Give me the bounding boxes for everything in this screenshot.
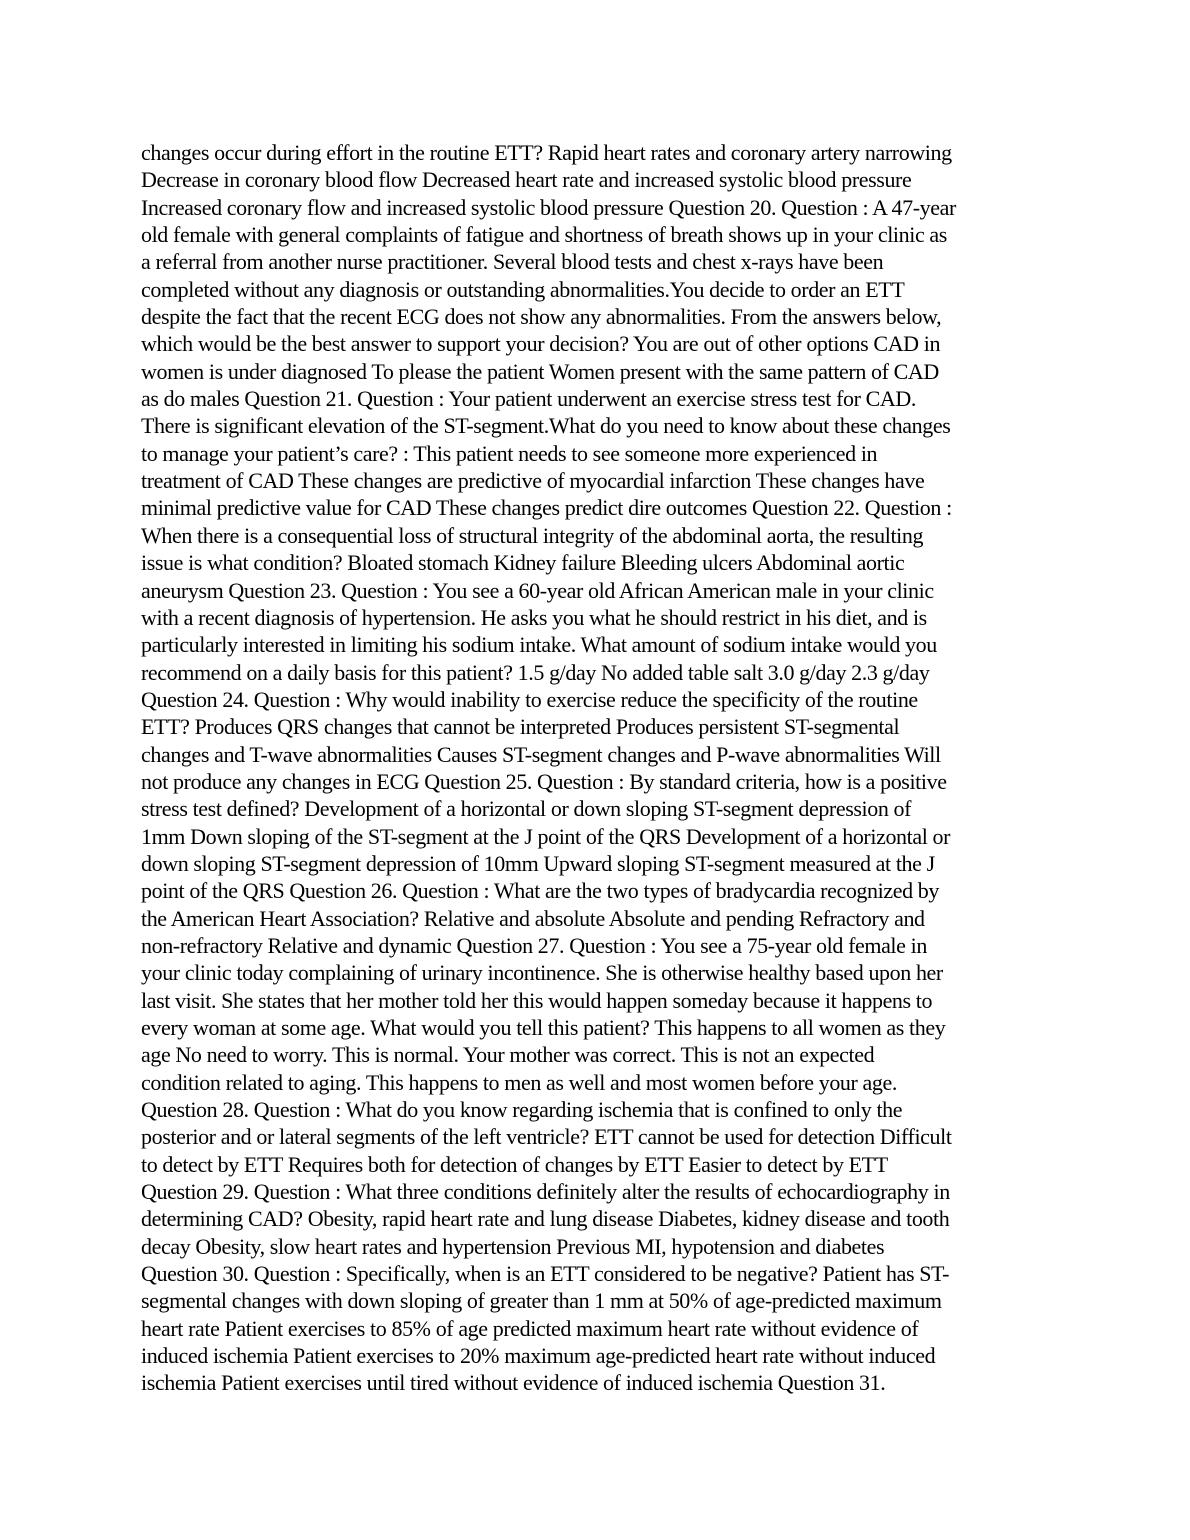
text-line: changes occur during effort in the routine ETT? Rapid heart rates and coronary artery narrowing bbox=[141, 140, 952, 165]
text-line: decay Obesity, slow heart rates and hypertension Previous MI, hypotension and diabetes bbox=[141, 1233, 885, 1259]
text-line: ETT? Produces QRS changes that cannot be interpreted Produces persistent ST-segmental bbox=[141, 714, 900, 740]
text-line: Increased coronary flow and increased systolic blood pressure Question 20. Question : A 47-year bbox=[141, 194, 956, 220]
text-line: the American Heart Association? Relative and absolute Absolute and pending Refractory and bbox=[141, 905, 925, 931]
text-line: with a recent diagnosis of hypertension. He asks you what he should restrict in his diet, and is bbox=[141, 604, 927, 630]
text-line: last visit. She states that her mother told her this would happen someday because it happens to bbox=[141, 987, 933, 1013]
text-line: minimal predictive value for CAD These changes predict dire outcomes Question 22. Question : bbox=[141, 495, 952, 521]
text-line: down sloping ST-segment depression of 10mm Upward sloping ST-segment measured at the J bbox=[141, 850, 935, 876]
text-line: to detect by ETT Requires both for detection of changes by ETT Easier to detect by ETT bbox=[141, 1151, 888, 1177]
text-line: issue is what condition? Bloated stomach Kidney failure Bleeding ulcers Abdominal aortic bbox=[141, 550, 905, 576]
text-line: age No need to worry. This is normal. Your mother was correct. This is not an expected bbox=[141, 1042, 875, 1068]
text-line: determining CAD? Obesity, rapid heart rate and lung disease Diabetes, kidney disease and tooth bbox=[141, 1206, 950, 1232]
text-line: completed without any diagnosis or outstanding abnormalities.You decide to order an ETT bbox=[141, 276, 905, 302]
text-line: a referral from another nurse practitioner. Several blood tests and chest x-rays have been bbox=[141, 249, 884, 275]
text-line: induced ischemia Patient exercises to 20% maximum age-predicted heart rate without induced bbox=[141, 1343, 936, 1369]
text-line: Question 30. Question : Specifically, when is an ETT considered to be negative? Patient has ST- bbox=[141, 1261, 950, 1287]
document-text-block bbox=[141, 139, 1051, 1397]
text-line: old female with general complaints of fatigue and shortness of breath shows up in your clinic as bbox=[141, 222, 947, 248]
text-line: every woman at some age. What would you tell this patient? This happens to all women as they bbox=[141, 1015, 946, 1040]
text-line: posterior and or lateral segments of the left ventricle? ETT cannot be used for detection Difficult bbox=[141, 1124, 952, 1150]
text-line: aneurysm Question 23. Question : You see a 60-year old African American male in your clinic bbox=[141, 577, 934, 603]
text-line: Question 24. Question : Why would inability to exercise reduce the specificity of the routine bbox=[141, 686, 918, 712]
text-line: changes and T-wave abnormalities Causes ST-segment changes and P-wave abnormalities Will bbox=[141, 741, 941, 767]
text-line: women is under diagnosed To please the patient Women present with the same pattern of CAD bbox=[141, 358, 939, 384]
text-line: to manage your patient’s care? : This patient needs to see someone more experienced in bbox=[141, 440, 878, 466]
text-line: There is significant elevation of the ST-segment.What do you need to know about these changes bbox=[141, 413, 951, 439]
text-line: stress test defined? Development of a horizontal or down sloping ST-segment depression of bbox=[141, 796, 912, 822]
text-line: recommend on a daily basis for this patient? 1.5 g/day No added table salt 3.0 g/day 2.3 g/day bbox=[141, 659, 930, 685]
text-line: When there is a consequential loss of structural integrity of the abdominal aorta, the resulting bbox=[141, 522, 924, 548]
text-line: not produce any changes in ECG Question 25. Question : By standard criteria, how is a positive bbox=[141, 768, 947, 794]
text-line: ischemia Patient exercises until tired without evidence of induced ischemia Question 31. bbox=[141, 1370, 886, 1396]
text-line: condition related to aging. This happens to men as well and most women before your age. bbox=[141, 1069, 897, 1095]
text-line: despite the fact that the recent ECG does not show any abnormalities. From the answers below, bbox=[141, 304, 942, 330]
text-line: as do males Question 21. Question : Your patient underwent an exercise stress test for CAD. bbox=[141, 386, 917, 412]
text-line: which would be the best answer to support your decision? You are out of other options CAD in bbox=[141, 331, 941, 357]
text-line: treatment of CAD These changes are predictive of myocardial infarction These changes have bbox=[141, 468, 925, 494]
text-line: Decrease in coronary blood flow Decreased heart rate and increased systolic blood pressure bbox=[141, 167, 912, 193]
text-line: point of the QRS Question 26. Question : What are the two types of bradycardia recognized by bbox=[141, 878, 939, 904]
text-line: Question 28. Question : What do you know regarding ischemia that is confined to only the bbox=[141, 1097, 903, 1123]
text-line: heart rate Patient exercises to 85% of age predicted maximum heart rate without evidence of bbox=[141, 1315, 919, 1341]
text-line: Question 29. Question : What three conditions definitely alter the results of echocardiography in bbox=[141, 1179, 950, 1205]
text-line: your clinic today complaining of urinary incontinence. She is otherwise healthy based upon her bbox=[141, 960, 943, 986]
text-line: segmental changes with down sloping of greater than 1 mm at 50% of age-predicted maximum bbox=[141, 1288, 942, 1314]
text-line: particularly interested in limiting his sodium intake. What amount of sodium intake would you bbox=[141, 632, 937, 658]
text-line: non-refractory Relative and dynamic Question 27. Question : You see a 75-year old female in bbox=[141, 932, 927, 958]
text-line: 1mm Down sloping of the ST-segment at the J point of the QRS Development of a horizontal or bbox=[141, 823, 951, 849]
